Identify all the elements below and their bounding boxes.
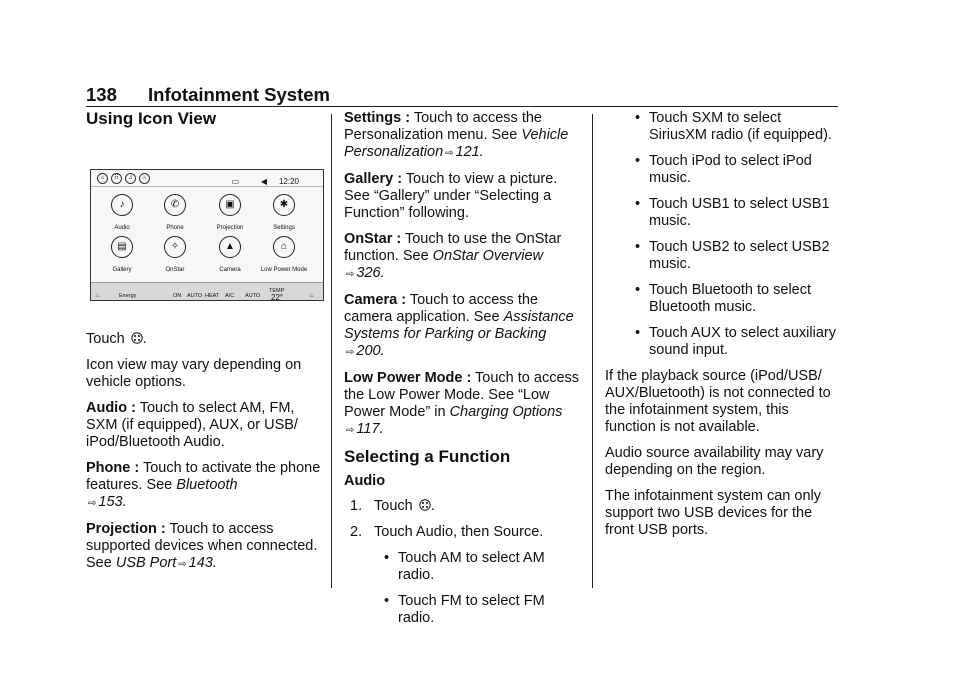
app-low-power-mode: [259, 236, 309, 279]
page-ref-icon: ⇨: [346, 347, 355, 358]
app-projection: [205, 194, 255, 237]
bullet-icon: •: [384, 593, 390, 609]
music-icon: ♫: [125, 173, 136, 184]
speaker-icon: ◀: [260, 177, 267, 186]
cross-reference-link[interactable]: Vehicle Personalization: [344, 127, 569, 160]
step-2: 2. Touch Audio, then Source.: [350, 524, 544, 540]
bullet-icon: •: [635, 110, 641, 126]
app-label: OnStar: [165, 267, 185, 273]
def-camera: Camera : Touch to access the camera application. See Assistance Systems for Parking or Backing ⇨ 200.: [344, 292, 574, 359]
climate-on-label: ON: [173, 293, 182, 299]
climate-auto-label: AUTO: [187, 293, 203, 299]
step-1: 1. Touch .: [350, 498, 435, 514]
cross-reference-link[interactable]: Assistance Systems for Parking or Backing: [344, 309, 574, 342]
app-camera: [205, 236, 255, 279]
list-item: • Touch iPod to select iPod music.: [635, 153, 812, 186]
phone-icon: ✆: [164, 194, 186, 216]
page-reference[interactable]: 326.: [356, 265, 385, 281]
app-label: Audio: [114, 225, 130, 231]
low-power-icon: ⌂: [273, 236, 295, 258]
page-ref-icon: ⇨: [178, 559, 187, 570]
bullet-icon: •: [635, 153, 641, 169]
list-item: • Touch SXM to select SiriusXM radio (if equipped).: [635, 110, 832, 143]
app-onstar: [150, 236, 200, 279]
paragraph: The infotainment system can only support two USB devices for the front USB ports.: [605, 488, 821, 538]
page-reference[interactable]: 117.: [356, 421, 384, 437]
temp-label: TEMP: [269, 288, 285, 294]
icon-view-note: Icon view may vary depending on vehicle options.: [86, 357, 302, 390]
app-grid: [97, 194, 317, 274]
list-item: • Touch AM to select AM radio.: [384, 550, 545, 583]
gallery-icon: ▤: [111, 236, 133, 258]
seat-icon: ♨: [139, 173, 150, 184]
page-reference[interactable]: 121.: [455, 144, 484, 160]
subheading-audio: Audio: [344, 473, 386, 489]
gear-icon: ✱: [273, 194, 295, 216]
cross-reference-link[interactable]: Bluetooth: [176, 477, 238, 493]
def-gallery: Gallery : Touch to view a picture. See “Gallery” under “Selecting a Function” following.: [344, 171, 558, 221]
page-reference[interactable]: 200.: [356, 343, 385, 359]
app-label: Low Power Mode: [260, 267, 308, 273]
page-ref-icon: ⇨: [346, 269, 355, 280]
page-ref-icon: ⇨: [88, 498, 97, 509]
list-item: • Touch FM to select FM radio.: [384, 593, 545, 626]
apps-icon: ⠿: [111, 173, 122, 184]
paragraph: Audio source availability may vary depending on the region.: [605, 445, 824, 478]
camera-icon: ▲: [219, 236, 241, 258]
app-label: Gallery: [112, 267, 132, 273]
heading-selecting-function: Selecting a Function: [344, 447, 511, 466]
app-label: Settings: [273, 225, 295, 231]
column-divider: [592, 114, 593, 588]
page-reference[interactable]: 143.: [188, 555, 217, 571]
def-phone: Phone : Touch to activate the phone features. See Bluetooth ⇨ 153.: [86, 460, 321, 510]
temp-value: 22°: [271, 293, 284, 302]
apps-grid-icon: [131, 332, 143, 344]
infotainment-screen-figure: [90, 169, 324, 301]
page-number: 138: [86, 84, 117, 105]
bullet-icon: •: [384, 550, 390, 566]
heat-label: HEAT: [205, 293, 220, 299]
cross-reference-link[interactable]: OnStar Overview: [432, 248, 544, 264]
app-gallery: [97, 236, 147, 279]
projection-icon: ▣: [219, 194, 241, 216]
def-projection: Projection : Touch to access supported devices when connected. See USB Port ⇨ 143.: [86, 521, 318, 571]
def-onstar: OnStar : Touch to use the OnStar function. See OnStar Overview ⇨ 326.: [344, 231, 562, 281]
list-item: • Touch USB2 to select USB2 music.: [635, 239, 830, 272]
app-audio: [97, 194, 147, 237]
page-reference[interactable]: 153.: [98, 494, 127, 510]
column-1: [86, 110, 322, 582]
ac-label: A/C: [225, 293, 235, 299]
bullet-icon: •: [635, 325, 641, 341]
cross-reference-link[interactable]: Charging Options: [449, 404, 563, 420]
cross-reference-link[interactable]: USB Port: [115, 555, 177, 571]
fan-auto-label: AUTO: [245, 293, 261, 299]
app-label: Projection: [216, 225, 244, 231]
def-settings: Settings : Touch to access the Personalization menu. See Vehicle Personalization ⇨ 121.: [344, 110, 569, 160]
bullet-icon: •: [635, 196, 641, 212]
def-low-power-mode: Low Power Mode : Touch to access the Low Power Mode. See “Low Power Mode” in Charging Options ⇨ 117.: [344, 370, 580, 437]
app-phone: [150, 194, 200, 237]
music-note-icon: ♪: [111, 194, 133, 216]
apps-grid-icon: [419, 499, 431, 511]
climate-bar: [91, 282, 323, 300]
column-3: [605, 110, 841, 548]
battery-icon: ▭: [231, 177, 239, 186]
column-2: [344, 110, 580, 636]
app-label: Camera: [219, 267, 241, 273]
column-divider: [331, 114, 332, 588]
app-settings: [259, 194, 309, 237]
bullet-icon: •: [635, 282, 641, 298]
app-label: Phone: [166, 225, 184, 231]
heading-using-icon-view: Using Icon View: [86, 109, 217, 128]
section-title: Infotainment System: [148, 84, 330, 105]
onstar-icon: ✧: [164, 236, 186, 258]
list-item: • Touch USB1 to select USB1 music.: [635, 196, 830, 229]
seat-heat-right-icon: ♨: [309, 293, 314, 299]
list-item: • Touch AUX to select auxiliary sound input.: [635, 325, 836, 358]
page-header: [86, 84, 330, 106]
bullet-icon: •: [635, 239, 641, 255]
page-ref-icon: ⇨: [445, 148, 454, 159]
screen-time: 12:20: [278, 177, 299, 186]
seat-heat-icon: ♨: [95, 293, 100, 299]
touch-apps-line: Touch .: [86, 331, 147, 347]
energy-label: Energy: [119, 293, 137, 299]
header-rule: [86, 106, 838, 107]
list-item: • Touch Bluetooth to select Bluetooth music.: [635, 282, 812, 315]
def-audio: Audio : Touch to select AM, FM, SXM (if equipped), AUX, or USB/ iPod/Bluetooth Audio.: [86, 400, 298, 450]
home-icon: ⌂: [97, 173, 108, 184]
paragraph: If the playback source (iPod/USB/ AUX/Bluetooth) is not connected to the infotainment system, this function is not available.: [605, 368, 831, 435]
screen-status-bar: [91, 170, 323, 187]
page-ref-icon: ⇨: [346, 425, 355, 436]
